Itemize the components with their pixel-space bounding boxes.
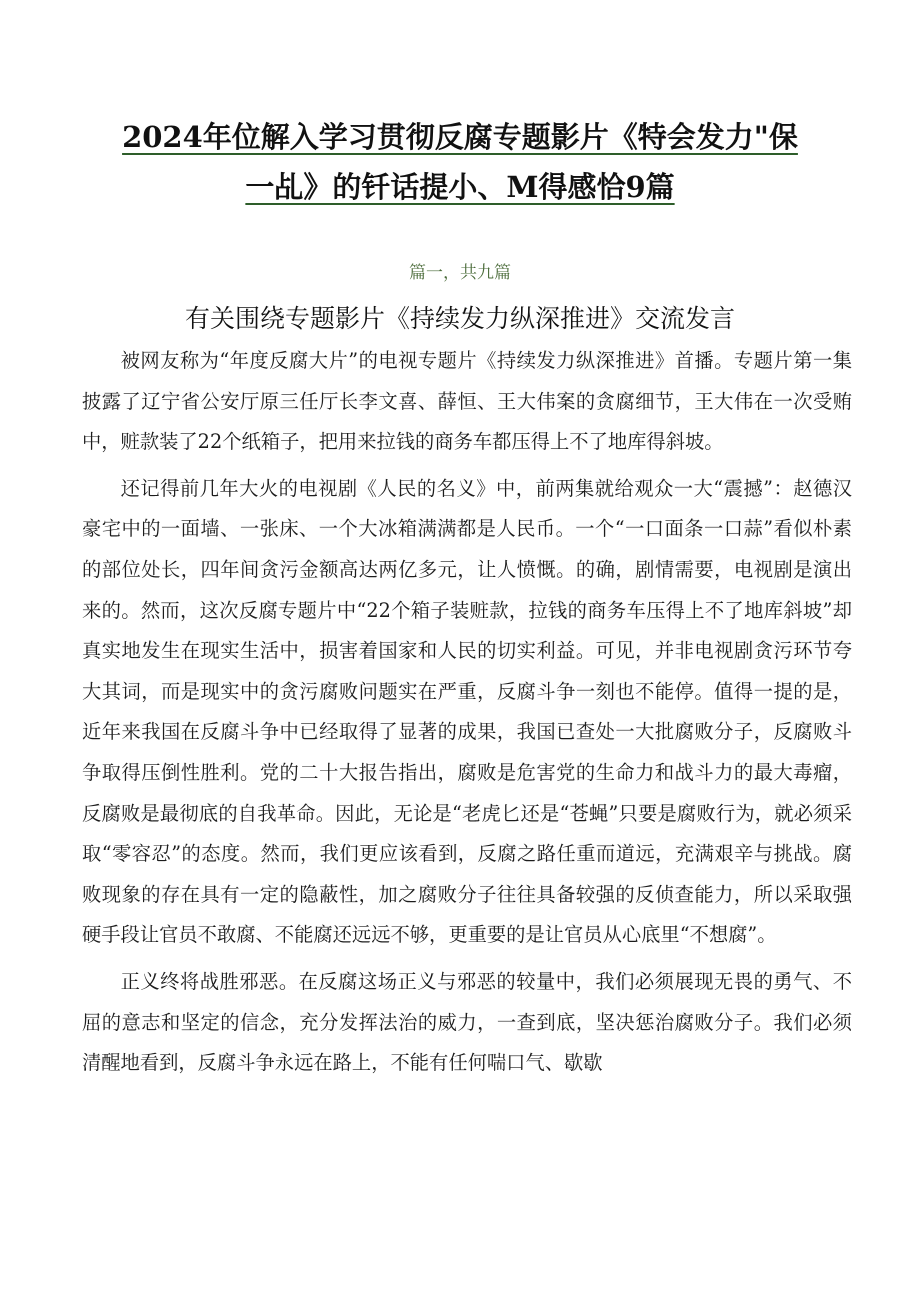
section-heading: 有关围绕专题影片《持续发力纵深推进》交流发言: [184, 304, 735, 333]
document-title: 2024年位解入学习贯彻反腐专题影片《特会发力"保一乩》的钎话提小、M得感恰9篇: [122, 120, 798, 204]
paragraph: 还记得前几年大火的电视剧《人民的名义》中，前两集就给观众一大“震撼”：赵德汉豪宅中的一面墙、一张床、一个大冰箱满满都是人民币。一个“一口面条一口蒜”看似朴素的部位处长，四年间贪污金额高达两亿多元，让人愤慨。的确，剧情需要，电视剧是演出来的。然而，这次反腐专题片中“22个箱子装赃款，拉钱的商务车压得上不了地库斜坡”却真实地发生在现实生活中，损害着国家和人民的切实利益。可见，并非电视剧贪污环节夸大其词，而是现实中的贪污腐败问题实在严重，反腐斗争一刻也不能停。值得一提的是，近年来我国在反腐斗争中已经取得了显著的成果，我国已查处一大批腐败分子，反腐败斗争取得压倒性胜利。党的二十大报告指出，腐败是危害党的生命力和战斗力的最大毒瘤，反腐败是最彻底的自我革命。因此，无论是“老虎匕还是“苍蝇”只要是腐败行为，就必须采取“零容忍”的态度。然而，我们更应该看到，反腐之路任重而道远，充满艰辛与挑战。腐败现象的存在具有一定的隐蔽性，加之腐败分子往往具备较强的反侦查能力，所以采取强硬手段让官员不敢腐、不能腐还远远不够，更重要的是让官员从心底里“不想腐”。: [82, 476, 852, 947]
paragraph: 正义终将战胜邪恶。在反腐这场正义与邪恶的较量中，我们必须展现无畏的勇气、不屈的意志和坚定的信念，充分发挥法治的威力，一查到底，坚决惩治腐败分子。我们必须清醒地看到，反腐斗争永远在路上，不能有任何喘口气、歇歇: [82, 969, 852, 1075]
section-label: 篇一，共九篇: [409, 263, 511, 283]
document-body: [82, 341, 852, 1084]
paragraph: 被网友称为“年度反腐大片”的电视专题片《持续发力纵深推进》首播。专题片第一集披露了辽宁省公安厅原三任厅长李文喜、薛恒、王大伟案的贪腐细节，王大伟在一次受贿中，赃款装了22个纸箱子，把用来拉钱的商务车都压得上不了地库得斜坡。: [82, 349, 852, 454]
